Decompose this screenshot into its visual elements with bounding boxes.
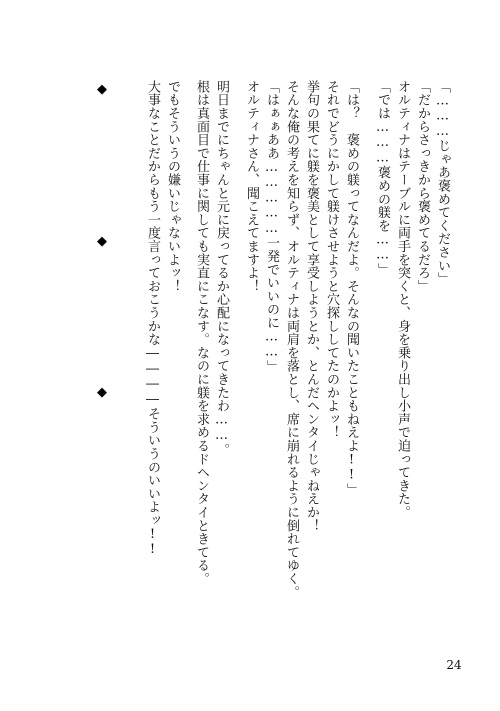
text-line-6: それでどうにかして躾けさせようと穴探ししてたのかよッ！ — [324, 80, 339, 440]
text-line-1: 「………じゃあ褒めてください」 — [435, 80, 450, 286]
section-break-diamond-2: ◆ — [97, 234, 107, 249]
page-number: 24 — [446, 658, 462, 672]
text-line-10: オルティナさん、聞こえてますよ！ — [244, 80, 259, 293]
text-line-8: そんな俺の考えを知らず、オルティナは両肩を落とし、席に崩れるように倒れてゆく。 — [284, 80, 299, 599]
text-line-14: 大事なことだからもう一度言っておこうかな――――そういうのいいよッ!! — [145, 80, 160, 558]
text-line-3: オルティナはテーブルに両手を突くと、身を乗り出し小声で迫ってきた。 — [395, 80, 410, 519]
text-line-12: 根は真面目で仕事に関しても実直にこなす。なのに躾を求めるドヘンタイときてる。 — [194, 80, 209, 586]
section-break-diamond-1: ◆ — [97, 82, 107, 97]
text-line-4: 「では………褒めの躾を……」 — [375, 80, 390, 277]
text-line-5: 「は？ 褒めの躾ってなんだよ。そんなの聞いたこともねえよ!!」 — [344, 80, 359, 497]
text-line-2: 「だからさっきから褒めてるだろ」 — [415, 80, 430, 293]
text-line-11: 明日までにちゃんと元に戻ってるか心配になってきたわ……。 — [214, 80, 229, 457]
text-line-9: 「はぁぁああ……………一発でいいのに……」 — [264, 80, 279, 374]
section-break-diamond-3: ◆ — [97, 385, 107, 400]
text-line-7: 挙句の果てに躾を褒美として享受しようとか、とんだヘンタイじゃねえか！ — [304, 80, 319, 533]
text-line-13: でもそういうの嫌いじゃないよッ！ — [165, 80, 180, 293]
